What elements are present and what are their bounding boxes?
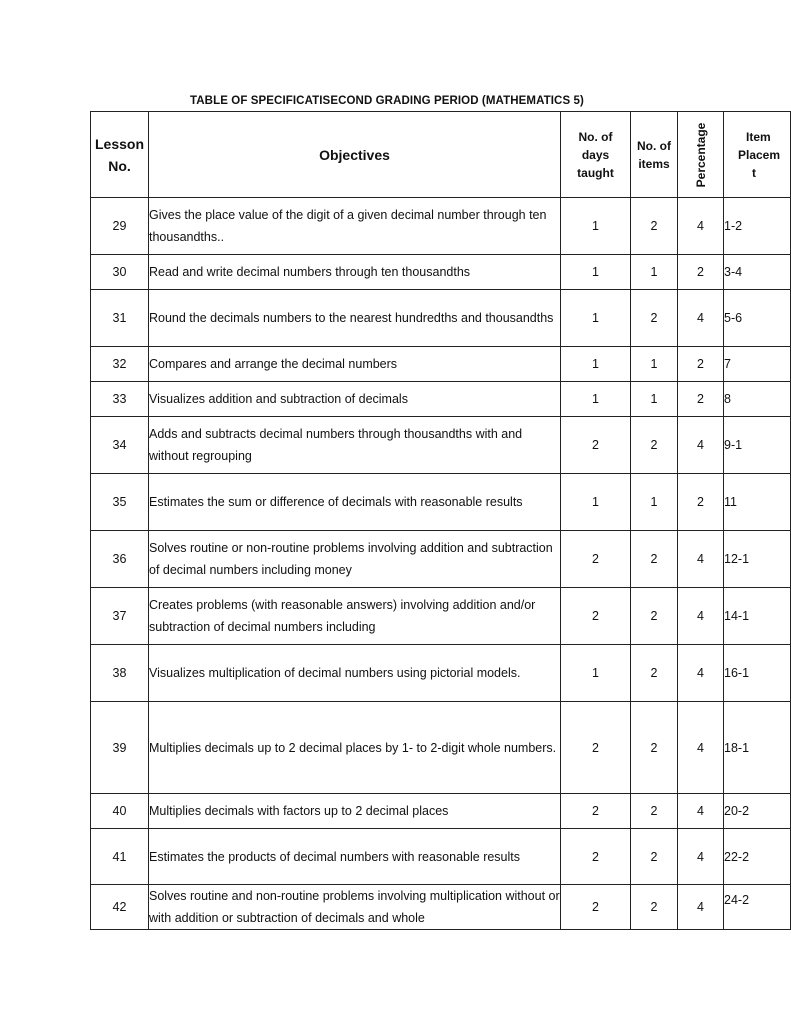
days-cell: 1 (561, 255, 631, 290)
placement-cell: 11 (724, 474, 791, 531)
percentage-cell: 4 (678, 198, 724, 255)
placement-cell: 20-2 (724, 794, 791, 829)
lesson-cell: 32 (91, 347, 149, 382)
table-row (91, 255, 791, 290)
percentage-cell: 4 (678, 645, 724, 702)
table-row (91, 474, 791, 531)
lesson-header-line2: No. (108, 157, 131, 174)
objective-cell (149, 702, 561, 794)
table-row (91, 588, 791, 645)
objective-text: Estimates the sum or difference of decimals with reasonable results (149, 495, 523, 509)
percentage-cell: 2 (678, 347, 724, 382)
days-cell: 1 (561, 347, 631, 382)
lesson-cell: 37 (91, 588, 149, 645)
items-cell: 2 (631, 645, 678, 702)
percentage-cell: 4 (678, 290, 724, 347)
days-header-line1: No. of (578, 129, 613, 144)
items-cell: 1 (631, 255, 678, 290)
days-cell: 2 (561, 829, 631, 885)
lesson-cell: 40 (91, 794, 149, 829)
objective-cell (149, 290, 561, 347)
objective-cell (149, 255, 561, 290)
days-header-line3: taught (577, 165, 614, 180)
objective-text: Solves routine or non-routine problems involving addition and subtraction of decimal numbers including money (149, 541, 553, 577)
table-row (91, 829, 791, 885)
lesson-header-line1: Lesson (94, 135, 144, 152)
document-title: TABLE OF SPECIFICATISECOND GRADING PERIOD (MATHEMATICS 5) (190, 95, 584, 107)
percentage-cell: 4 (678, 829, 724, 885)
placement-cell: 5-6 (724, 290, 791, 347)
percentage-cell: 4 (678, 417, 724, 474)
objective-cell (149, 382, 561, 417)
table-row (91, 645, 791, 702)
days-cell: 2 (561, 794, 631, 829)
placement-cell: 1-2 (724, 198, 791, 255)
lesson-cell: 30 (91, 255, 149, 290)
objective-text: Read and write decimal numbers through ten thousandths (149, 265, 471, 279)
percentage-cell: 4 (678, 588, 724, 645)
objective-text: Visualizes addition and subtraction of decimals (149, 392, 408, 406)
lesson-cell: 42 (91, 885, 149, 930)
lesson-cell: 36 (91, 531, 149, 588)
items-cell: 1 (631, 347, 678, 382)
days-cell: 2 (561, 885, 631, 930)
objective-text: Compares and arrange the decimal numbers (149, 357, 398, 371)
days-cell: 2 (561, 417, 631, 474)
items-cell: 2 (631, 885, 678, 930)
percentage-cell: 2 (678, 382, 724, 417)
items-header-line2: items (638, 156, 670, 171)
percentage-cell: 2 (678, 255, 724, 290)
objective-cell (149, 885, 561, 930)
lesson-cell: 34 (91, 417, 149, 474)
days-cell: 1 (561, 290, 631, 347)
lesson-cell: 41 (91, 829, 149, 885)
items-cell: 2 (631, 417, 678, 474)
objective-text: Visualizes multiplication of decimal numbers using pictorial models. (149, 666, 521, 680)
placement-cell: 24-2 (724, 885, 791, 930)
objective-text: Estimates the products of decimal numbers with reasonable results (149, 849, 521, 864)
lesson-cell: 29 (91, 198, 149, 255)
percentage-header-text: Percentage (693, 122, 708, 187)
days-cell: 1 (561, 645, 631, 702)
objectives-header: Objectives (149, 112, 561, 198)
placement-cell: 7 (724, 347, 791, 382)
percentage-header (678, 112, 724, 198)
table-row (91, 198, 791, 255)
percentage-cell: 4 (678, 794, 724, 829)
table-row (91, 531, 791, 588)
items-header-line1: No. of (637, 138, 671, 153)
table-row (91, 702, 791, 794)
placement-cell: 8 (724, 382, 791, 417)
lesson-cell: 33 (91, 382, 149, 417)
placement-cell: 3-4 (724, 255, 791, 290)
placement-cell: 16-1 (724, 645, 791, 702)
objective-text: Round the decimals numbers to the nearest hundredths and thousandths (149, 311, 554, 325)
lesson-cell: 31 (91, 290, 149, 347)
lesson-cell: 35 (91, 474, 149, 531)
objective-text: Multiplies decimals up to 2 decimal places by 1- to 2-digit whole numbers. (149, 740, 557, 755)
days-cell: 1 (561, 382, 631, 417)
placement-header-line2: Placem (738, 147, 781, 162)
items-header (631, 112, 678, 198)
days-cell: 1 (561, 474, 631, 531)
objective-cell (149, 829, 561, 885)
objective-cell (149, 794, 561, 829)
header-row (91, 112, 791, 198)
objective-cell (149, 588, 561, 645)
table-row (91, 885, 791, 930)
placement-header-line1: Item (746, 129, 771, 144)
days-cell: 2 (561, 531, 631, 588)
placement-cell: 18-1 (724, 702, 791, 794)
objective-cell (149, 347, 561, 382)
days-taught-header (561, 112, 631, 198)
placement-cell: 9-1 (724, 417, 791, 474)
objective-cell (149, 198, 561, 255)
lesson-no-header (91, 112, 149, 198)
percentage-cell: 4 (678, 531, 724, 588)
percentage-cell: 4 (678, 702, 724, 794)
table-row (91, 290, 791, 347)
days-header-line2: days (581, 147, 610, 162)
days-cell: 1 (561, 198, 631, 255)
percentage-cell: 2 (678, 474, 724, 531)
objective-cell (149, 645, 561, 702)
days-cell: 2 (561, 588, 631, 645)
placement-cell: 12-1 (724, 531, 791, 588)
table-row (91, 347, 791, 382)
items-cell: 2 (631, 794, 678, 829)
items-cell: 2 (631, 702, 678, 794)
table-row (91, 794, 791, 829)
placement-cell: 14-1 (724, 588, 791, 645)
objective-text: Solves routine and non-routine problems involving multiplication without or with addition or subtraction of decimals and whole (149, 889, 560, 925)
table-row (91, 382, 791, 417)
table-row (91, 417, 791, 474)
items-cell: 2 (631, 198, 678, 255)
lesson-cell: 39 (91, 702, 149, 794)
items-cell: 2 (631, 290, 678, 347)
objective-text: Multiplies decimals with factors up to 2 decimal places (149, 804, 449, 818)
items-cell: 2 (631, 588, 678, 645)
objective-text: Gives the place value of the digit of a given decimal number through ten thousandths.. (149, 208, 547, 244)
specification-table (90, 111, 791, 930)
objective-cell (149, 531, 561, 588)
item-placement-header (724, 112, 791, 198)
percentage-cell: 4 (678, 885, 724, 930)
objective-text: Adds and subtracts decimal numbers through thousandths with and without regrouping (149, 427, 523, 463)
objective-cell (149, 417, 561, 474)
items-cell: 1 (631, 474, 678, 531)
days-cell: 2 (561, 702, 631, 794)
items-cell: 2 (631, 829, 678, 885)
lesson-cell: 38 (91, 645, 149, 702)
placement-cell: 22-2 (724, 829, 791, 885)
objective-text: Creates problems (with reasonable answers) involving addition and/or subtraction of decimal numbers including (149, 598, 536, 634)
items-cell: 1 (631, 382, 678, 417)
items-cell: 2 (631, 531, 678, 588)
placement-header-line3: t (752, 165, 756, 180)
objective-cell (149, 474, 561, 531)
